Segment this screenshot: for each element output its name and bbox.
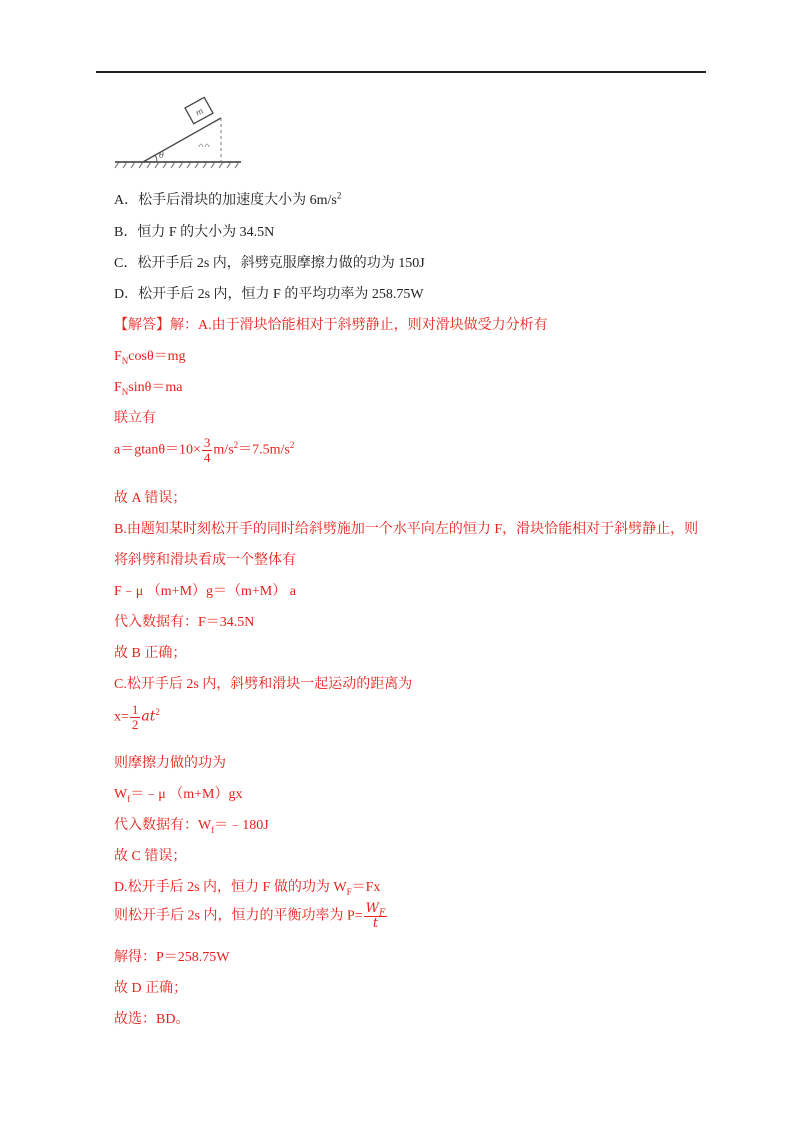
c-equation: x= $\frac{1}{2}$ $at^2$	[114, 702, 160, 732]
option-b: B．恒力 F 的大小为 34.5N	[114, 225, 275, 240]
option-d: D．松开手后 2s 内，恒力 F 的平均功率为 258.75W	[114, 287, 424, 302]
answer-tag: 【解答】	[114, 318, 170, 333]
fraction-1-2: $\frac{1}{2}$	[131, 702, 139, 732]
option-a: A．松手后滑块的加速度大小为 $6m/s^2$	[114, 190, 342, 208]
conclusion-c: 故 C 错误；	[114, 849, 187, 864]
d-line: D.松开手后 2s 内，恒力 F 做的功为 $W_F=Fx$	[114, 880, 381, 897]
incline-figure	[113, 90, 243, 170]
joint-text: 联立有	[114, 411, 156, 426]
conclusion-a: 故 A 错误；	[114, 491, 187, 506]
answer-intro: 【解答】解：A.由于滑块恰能相对于斜劈静止，则对滑块做受力分析有	[114, 318, 548, 333]
angle-label: θ	[159, 151, 164, 160]
equation-2: $F_N\sin\theta=ma$	[114, 380, 183, 397]
c-work-text: 则摩擦力做的功为	[114, 756, 226, 771]
equation-3: a＝gtanθ＝10× $\frac{3}{4}$ $m/s^2=7.5m/s^2$	[114, 435, 295, 465]
conclusion-d: 故 D 正确；	[114, 981, 188, 996]
c-line: C.松开手后 2s 内，斜劈和滑块一起运动的距离为	[114, 677, 413, 692]
b-equation: F﹣μ （m+M）g＝（m+M） a	[114, 584, 296, 599]
header-rule	[96, 71, 706, 73]
final-answer: 故选：BD。	[114, 1012, 190, 1027]
fraction-wf-t: $\frac{W_F}{t}$	[365, 901, 386, 931]
b-line-1: B.由题知某时刻松开手的同时给斜劈施加一个水平向左的恒力 F，滑块恰能相对于斜劈静止，则	[114, 522, 699, 537]
conclusion-b: 故 B 正确；	[114, 646, 187, 661]
b-line-2: 将斜劈和滑块看成一个整体有	[114, 553, 296, 568]
d-solve: 解得：P＝258.75W	[114, 950, 230, 965]
b-substitution: 代入数据有：F＝34.5N	[114, 615, 255, 630]
d-power: 则松开手后 2s 内，恒力的平衡功率为 P= $\frac{W_F}{t}$	[114, 901, 386, 931]
fraction-3-4: $\frac{3}{4}$	[203, 435, 211, 465]
c-substitution: 代入数据有：$W_f=﹣180J$	[114, 818, 269, 835]
option-c: C．松开手后 2s 内，斜劈克服摩擦力做的功为 150J	[114, 256, 425, 271]
equation-1: $F_N\cos\theta=mg$	[114, 349, 186, 366]
mass-label: m	[194, 106, 206, 118]
c-equation-2: $W_f=﹣\mu$ （m+M）gx	[114, 787, 243, 804]
